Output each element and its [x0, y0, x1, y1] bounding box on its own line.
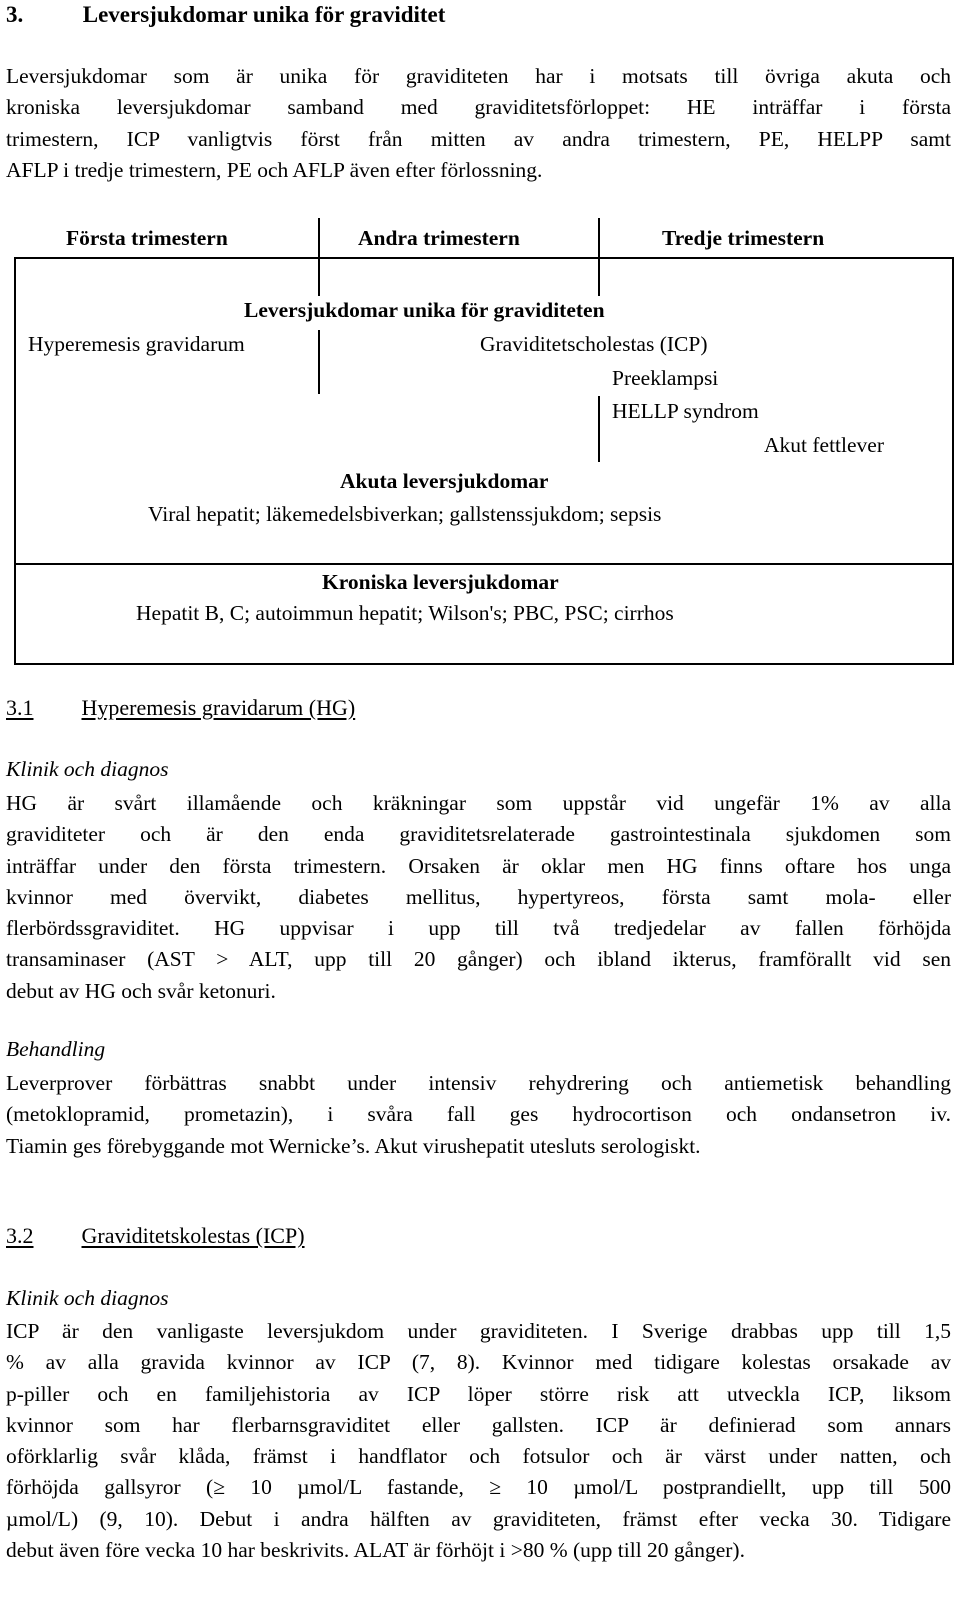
intro-paragraph: [6, 61, 951, 186]
text-line: flerbördssgraviditet. HG uppvisar i upp till två tredjedelar av fallen förhöjda: [6, 916, 951, 941]
divider-line: [318, 218, 320, 296]
col-third-trimester: Tredje trimestern: [662, 226, 825, 250]
section-heading: [6, 2, 445, 28]
subsection-heading-3-1: [6, 695, 355, 721]
section-number: 3.: [6, 2, 24, 27]
text-line: % av alla gravida kvinnor av ICP (7, 8). Kvinnor med tidigare kolestas orsakade av: [6, 1350, 951, 1375]
text-line: µmol/L) (9, 10). Debut i andra hälften av graviditeten, främst efter vecka 30. Tidigare: [6, 1506, 951, 1531]
hg-label: Hyperemesis gravidarum: [28, 332, 245, 356]
divider-line: [598, 218, 600, 296]
subsection-number: 3.1: [6, 695, 34, 720]
text-line: inträffar under den första trimestern. Orsaken är oklar men HG finns oftare hos unga: [6, 853, 951, 878]
chronic-text: Hepatit B, C; autoimmun hepatit; Wilson's; PBC, PSC; cirrhos: [136, 601, 674, 625]
pe-label: Preeklampsi: [612, 366, 719, 390]
col-second-trimester: Andra trimestern: [358, 226, 520, 250]
text-line: Leversjukdomar som är unika för graviditeten har i motsats till övriga akuta och: [6, 64, 951, 88]
text-line: Leverprover förbättras snabbt under intensiv rehydrering och antiemetisk behandling: [6, 1071, 951, 1095]
acute-text: Viral hepatit; läkemedelsbiverkan; gallstenssjukdom; sepsis: [148, 502, 662, 526]
hellp-label: HELLP syndrom: [612, 399, 759, 423]
subsection-title: Graviditetskolestas (ICP): [81, 1223, 305, 1248]
text-line: kvinnor som har flerbarnsgraviditet eller gallsten. ICP är definierad som annars: [6, 1412, 951, 1437]
subheading-behandling: Behandling: [6, 1037, 106, 1061]
text-line: förhöjda gallsyror (≥ 10 µmol/L fastande, ≥ 10 µmol/L postprandiellt, upp till 500: [6, 1475, 951, 1500]
text-line: p-piller och en familjehistoria av ICP löper större risk att utveckla ICP, liksom: [6, 1381, 951, 1406]
text-line: debut av HG och svår ketonuri.: [6, 978, 276, 1003]
icp-clinic-paragraph: [6, 1316, 951, 1566]
text-line: kroniska leversjukdomar samband med graviditetsförloppet: HE inträffar i första: [6, 95, 951, 120]
text-line: graviditeter och är den enda graviditetsrelaterade gastrointestinala sjukdomen som: [6, 822, 951, 847]
hg-clinic-paragraph: [6, 788, 951, 1007]
chronic-title: Kroniska leversjukdomar: [322, 570, 559, 594]
text-line: ICP är den vanligaste leversjukdom under graviditeten. I Sverige drabbas upp till 1,5: [6, 1319, 951, 1343]
acute-title: Akuta leversjukdomar: [340, 469, 549, 493]
text-line: HG är svårt illamående och kräkningar som uppstår vid ungefär 1% av alla: [6, 791, 951, 815]
text-line: debut även före vecka 10 har beskrivits. ALAT är förhöjt i >80 % (upp till 20 gånger).: [6, 1538, 745, 1563]
text-line: kvinnor med övervikt, diabetes mellitus, hypertyreos, första samt mola- eller: [6, 884, 951, 909]
unique-diseases-title: Leversjukdomar unika för graviditeten: [244, 298, 605, 322]
divider-line: [598, 396, 600, 462]
text-line: (metoklopramid, prometazin), i svåra fall ges hydrocortison och ondansetron iv.: [6, 1102, 951, 1127]
text-line: Tiamin ges förebyggande mot Wernicke’s. Akut virushepatit utesluts serologiskt.: [6, 1133, 701, 1158]
text-line: AFLP i tredje trimestern, PE och AFLP även efter förlossning.: [6, 157, 543, 182]
col-first-trimester: Första trimestern: [66, 226, 228, 250]
divider-line: [14, 563, 954, 565]
subheading-klinik: Klinik och diagnos: [6, 757, 169, 781]
subsection-number: 3.2: [6, 1223, 34, 1248]
subsection-heading-3-2: [6, 1223, 305, 1249]
section-title: Leversjukdomar unika för graviditet: [82, 2, 446, 27]
subsection-title: Hyperemesis gravidarum (HG): [81, 695, 356, 720]
hg-treatment-paragraph: [6, 1068, 951, 1162]
icp-label: Graviditetscholestas (ICP): [480, 332, 708, 356]
text-line: transaminaser (AST > ALT, upp till 20 gånger) och ibland ikterus, framförallt vid sen: [6, 947, 951, 972]
subheading-klinik: Klinik och diagnos: [6, 1286, 169, 1310]
aflp-label: Akut fettlever: [764, 433, 884, 457]
text-line: trimestern, ICP vanligtvis först från mitten av andra trimestern, PE, HELPP samt: [6, 126, 951, 151]
text-line: oförklarlig svår klåda, främst i handflator och fotsulor och är värst under natten, och: [6, 1444, 951, 1469]
divider-line: [318, 330, 320, 394]
